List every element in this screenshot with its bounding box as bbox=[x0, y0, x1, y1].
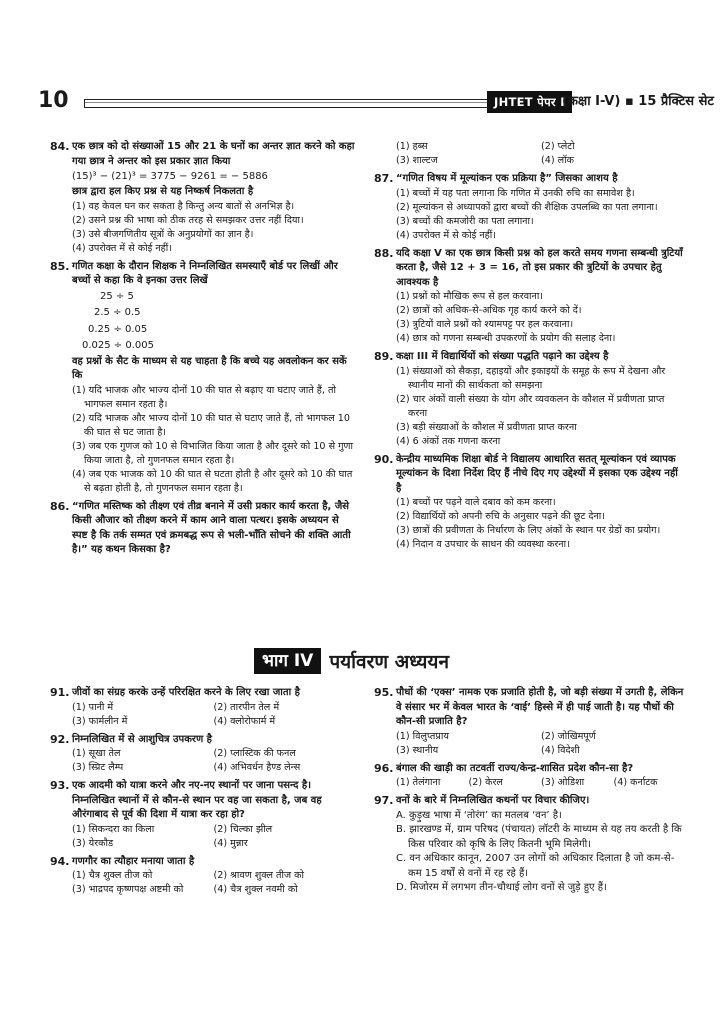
question-text: गणित कक्षा के दौरान शिक्षक ने निम्नलिखित समस्याएँ बोर्ड पर लिखीं और बच्चों से कहा कि वे इनका उत्तर लिखें bbox=[72, 260, 338, 286]
exam-tag: JHTET पेपर I bbox=[487, 91, 572, 113]
option[interactable]: (1) विलुप्तप्राय bbox=[396, 730, 449, 742]
option[interactable]: (4) उपरोक्त में से कोई नहीं। bbox=[396, 229, 496, 241]
question-87: 87. “गणित विषय में मूल्यांकन एक प्रक्रिया है” जिसका आशय है (1) बच्चों में यह पता लगाना कि गणित में उनकी रुचि का समावेश है। (2) मूल्यांकन से अध्यापकों द्वारा बच्चों की शैक्षिक उपलब्धि का पता लगाना। (3) बच्चों की कमजोरी का पता लगाना। (4) उपरोक्त में से कोई नहीं। bbox=[374, 172, 686, 243]
option[interactable]: (4) कर्नाटक bbox=[613, 777, 658, 788]
question-95: 95. पौधों की ‘एक्स’ नामक एक प्रजाति होती है, जो बड़ी संख्या में उगती है, लेकिन वे संसार भर में केवल भारत के ‘वाई’ हिस्से में ही पाई जाती है। यह पौधों की कौन-सी प्रजाति है? (1) विलुप्तप्राय (2) जोखिमपूर्ण (3) स्थानीय (4) विदेशी bbox=[374, 686, 686, 758]
statement: C. वन अधिकार कानून, 2007 उन लोगों को अधिकार दिलाता है जो कम-से-कम 15 वर्षों से वनों में रह रहे हैं। bbox=[396, 853, 675, 879]
section-part: भाग IV bbox=[254, 648, 321, 674]
option[interactable]: (3) भाद्रपद कृष्णपक्ष अष्टमी को bbox=[72, 884, 184, 895]
question-84: 84. एक छात्र को दो संख्याओं 15 और 21 के घनों का अन्तर ज्ञात करने को कहा गया छात्र ने अन्तर को इस प्रकार ज्ञात किया (15)³ − (21)³ = 3775 − 9261 = − 5886 छात्र द्वारा हल किए प्रश्न से यह निष्कर्ष निकलता है (1) वह केवल घन कर सकता है किन्तु अन्य बातों से अनभिज्ञ है। (2) उसने प्रश्न की भाषा को ठीक तरह से समझकर उत्तर नहीं दिया। (3) उसे बीजगणितीय सूत्रों के अनुप्रयोगों का ज्ञान है। (4) उपरोक्त में से कोई नहीं। bbox=[50, 140, 355, 254]
header-title: (कक्षा I-V) ▪ 15 प्रैक्टिस सेट bbox=[562, 94, 714, 109]
option[interactable]: (2) उसने प्रश्न की भाषा को ठीक तरह से समझकर उत्तर नहीं दिया। bbox=[72, 214, 304, 226]
question-90: 90. केन्द्रीय माध्यमिक शिक्षा बोर्ड ने विद्यालय आधारित सतत् मूल्यांकन एवं व्यापक मूल्यांकन के दिशा निर्देश दिए हैं नीचे दिए गए उद्देश्यों में इसका एक उद्देश्य नहीं है (1) बच्चों पर पढ़ने वाले दबाव को कम करना। (2) विद्यार्थियों को अपनी रुचि के अनुसार पढ़ने की छूट देना। (3) छात्रों की प्रवीणता के निर्धारण के लिए अंकों के स्थान पर ग्रेडों का प्रयोग। (4) निदान व उपचार के साधन की व्यवस्था करना। bbox=[374, 453, 686, 553]
option[interactable]: (4) 6 अंकों तक गणना करना bbox=[396, 435, 501, 447]
option[interactable]: (3) त्रुटियों वाले प्रश्नों को श्यामपट्ट पर हल करवाना। bbox=[396, 319, 574, 330]
question-91: 91. जीवों का संग्रह करके उन्हें परिरक्षित करने के लिए रखा जाता है (1) पानी में (2) तारपीन तेल में (3) फार्मलीन में (4) क्लोरोफार्म में bbox=[50, 686, 355, 729]
option[interactable]: (2) चिल्का झील bbox=[213, 823, 273, 835]
option[interactable]: (2) जोखिमपूर्ण bbox=[541, 730, 596, 742]
option[interactable]: (3) स्थानीय bbox=[396, 744, 439, 756]
option[interactable]: (3) उसे बीजगणितीय सूत्रों के अनुप्रयोगों का ज्ञान है। bbox=[72, 228, 254, 240]
question-text: पौधों की ‘एक्स’ नामक एक प्रजाति होती है, जो बड़ी संख्या में उगती है, लेकिन वे संसार भर में केवल भारत के ‘वाई’ हिस्से में ही पाई जाती है। यह पौधों की कौन-सी प्रजाति है? bbox=[396, 687, 684, 727]
option[interactable]: (1) तेलंगाना bbox=[396, 777, 441, 788]
question-text: एक आदमी को यात्रा करने और नए-नए स्थानों पर जाना पसन्द है। निम्नलिखित स्थानों में से कौन-से स्थान पर वह जा सकता है, जब वह औरंगाबाद से पूर्व की दिशा में यात्रा कर रहा हो? bbox=[72, 780, 322, 820]
option[interactable]: (1) संख्याओं को सैकड़ा, दहाइयों और इकाइयों के समूह के रूप में देखना और स्थानीय मानों की सार्थकता को समझना bbox=[396, 365, 666, 391]
option[interactable]: (2) चार अंकों वाली संख्या के योग और व्यवकलन के कौशल में प्रवीणता प्राप्त करना bbox=[396, 393, 665, 419]
option[interactable]: (4) मुन्नार bbox=[213, 837, 248, 849]
option[interactable]: (1) बच्चों में यह पता लगाना कि गणित में उनकी रुचि का समावेश है। bbox=[396, 187, 635, 199]
question-text: वह प्रश्नों के सैट के माध्यम से यह चाहता है कि बच्चे यह अवलोकन कर सकें कि bbox=[72, 355, 347, 381]
question-text: गणगौर का त्यौहार मनाया जाता है bbox=[72, 855, 195, 867]
option[interactable]: (3) जब एक गुणज को 10 से विभाजित किया जाता है और दूसरे को 10 से गुणा किया जाता है, तो गुणनफल समान रहता है। bbox=[72, 440, 353, 466]
option[interactable]: (4) छात्र को गणना सम्बन्धी उपकरणों के प्रयोग की सलाह देना। bbox=[396, 333, 616, 344]
option[interactable]: (1) हब्स bbox=[396, 141, 428, 152]
option[interactable]: (3) ओडिशा bbox=[541, 777, 585, 788]
option[interactable]: (4) जब एक भाजक को 10 की घात से घटता होती है और दूसरे को 10 की घात से बढ़ता होती है, तो गुणनफल समान रहता है। bbox=[72, 468, 353, 494]
option[interactable]: (3) छात्रों की प्रवीणता के निर्धारण के लिए अंकों के स्थान पर ग्रेडों का प्रयोग। bbox=[396, 525, 661, 536]
option[interactable]: (4) उपरोक्त में से कोई नहीं। bbox=[72, 242, 172, 254]
question-text: कक्षा III में विद्यार्थियों को संख्या पद्धति पढ़ाने का उद्देश्य है bbox=[396, 351, 609, 362]
option[interactable]: (3) स्प्रिट लैम्प bbox=[72, 762, 124, 773]
lower-left-column bbox=[50, 686, 355, 901]
question-97: 97. वनों के बारे में निम्नलिखित कथनों पर विचार कीजिए। A. कुड़ुख भाषा में ‘तोरंग’ का मतलब ‘वन’ है। B. झारखण्ड में, ग्राम परिषद (पंचायत) लॉटरी के माध्यम से यह तय करती है कि किस परिवार को कृषि के लिए कितनी भूमि मिलेगी। C. वन अधिकार कानून, 2007 उन लोगों को अधिकार दिलाता है जो कम-से-कम 15 वर्षों से वनों में रह रहे हैं। D. मिजोरम में लगभग तीन-चौथाई लोग वनों से जुड़े हुए हैं। bbox=[374, 794, 686, 896]
header-rule bbox=[84, 99, 487, 108]
question-text: केन्द्रीय माध्यमिक शिक्षा बोर्ड ने विद्यालय आधारित सतत् मूल्यांकन एवं व्यापक मूल्यांकन के दिशा निर्देश दिए हैं नीचे दिए गए उद्देश्यों में इसका एक उद्देश्य नहीं है bbox=[396, 453, 678, 494]
question-text: “गणित मस्तिष्क को तीक्ष्ण एवं तीव्र बनाने में उसी प्रकार कार्य करता है, जैसे किसी औजार को तीक्ष्ण करने में काम आने वाला पत्थर। इसके अध्ययन से स्पष्ट है कि तर्क सम्मत एवं क्रमबद्ध रूप से भली-भाँति सोचने की शक्ति आती है।” यह कथन किसका है? bbox=[72, 500, 351, 555]
question-89: 89. कक्षा III में विद्यार्थियों को संख्या पद्धति पढ़ाने का उद्देश्य है (1) संख्याओं को सैकड़ा, दहाइयों और इकाइयों के समूह के रूप में देखना और स्थानीय मानों की सार्थकता को समझना (2) चार अंकों वाली संख्या के योग और व्यवकलन के कौशल में प्रवीणता प्राप्त करना (3) बड़ी संख्याओं के कौशल में प्रवीणता प्राप्त करना (4) 6 अंकों तक गणना करना bbox=[374, 350, 686, 449]
option[interactable]: (4) विदेशी bbox=[541, 744, 580, 756]
option[interactable]: (3) शाल्टज bbox=[396, 155, 438, 166]
option[interactable]: (1) वह केवल घन कर सकता है किन्तु अन्य बातों से अनभिज्ञ है। bbox=[72, 200, 295, 212]
option[interactable]: (1) प्रश्नों को मौखिक रूप से हल करवाना। bbox=[396, 291, 543, 302]
question-96: 96. बंगाल की खाड़ी का तटवर्ती राज्य/केन्द्र-शासित प्रदेश कौन-सा है? (1) तेलंगाना (2) केरल (3) ओडिशा (4) कर्नाटक bbox=[374, 762, 686, 791]
problem-line: 25 ÷ 5 bbox=[100, 290, 134, 302]
question-94: 94. गणगौर का त्यौहार मनाया जाता है (1) चैत्र शुक्ल तीज को (2) श्रावण शुक्ल तीज को (3) भाद्रपद कृष्णपक्ष अष्टमी को (4) चैत्र शुक्ल नवमी को bbox=[50, 855, 355, 898]
option[interactable]: (2) छात्रों को अधिक-से-अधिक गृह कार्य करने को दें। bbox=[396, 305, 582, 316]
question-92: 92. निम्नलिखित में से आशुचित्र उपकरण है (1) सूखा तेल (2) प्लास्टिक की फनल (3) स्प्रिट लैम्प (4) अभिवर्धन हैण्ड लेन्स bbox=[50, 733, 355, 776]
left-column bbox=[50, 140, 355, 562]
option[interactable]: (2) मूल्यांकन से अध्यापकों द्वारा बच्चों की शैक्षिक उपलब्धि का पता लगाना। bbox=[396, 201, 658, 213]
option[interactable]: (1) सूखा तेल bbox=[72, 748, 121, 759]
section-title: पर्यावरण अध्ययन bbox=[329, 651, 449, 673]
option[interactable]: (3) बच्चों की कमजोरी का पता लगाना। bbox=[396, 215, 534, 227]
option[interactable]: (2) प्लास्टिक की फनल bbox=[213, 748, 296, 759]
option[interactable]: (2) प्लेटो bbox=[541, 141, 575, 152]
page-number: 10 bbox=[38, 88, 69, 113]
statement: D. मिजोरम में लगभग तीन-चौथाई लोग वनों से जुड़े हुए हैं। bbox=[396, 882, 607, 893]
question-86-options bbox=[374, 140, 686, 168]
option[interactable]: (3) फार्मलीन में bbox=[72, 715, 128, 727]
statement: B. झारखण्ड में, ग्राम परिषद (पंचायत) लॉटरी के माध्यम से यह तय करती है कि किस परिवार को कृषि के लिए कितनी भूमि मिलेगी। bbox=[396, 824, 682, 850]
question-88: 88. यदि कक्षा V का एक छात्र किसी प्रश्न को हल करते समय गणना सम्बन्धी त्रुटियाँ करता है, जैसे 12 + 3 = 16, तो इस प्रकार की त्रुटियों के उपचार हेतु आवश्यक है (1) प्रश्नों को मौखिक रूप से हल करवाना। (2) छात्रों को अधिक-से-अधिक गृह कार्य करने को दें। (3) त्रुटियों वाले प्रश्नों को श्यामपट्ट पर हल करवाना। (4) छात्र को गणना सम्बन्धी उपकरणों के प्रयोग की सलाह देना। bbox=[374, 247, 686, 347]
option[interactable]: (4) चैत्र शुक्ल नवमी को bbox=[213, 884, 298, 895]
option[interactable]: (2) यदि भाजक और भाज्य दोनों 10 की घात से घटाए जाते हैं, तो भागफल 10 की घात से घट जाता है। bbox=[72, 412, 350, 438]
question-text: जीवों का संग्रह करके उन्हें परिरक्षित करने के लिए रखा जाता है bbox=[72, 687, 300, 698]
statement: A. कुड़ुख भाषा में ‘तोरंग’ का मतलब ‘वन’ है। bbox=[396, 809, 562, 821]
question-text: “गणित विषय में मूल्यांकन एक प्रक्रिया है” जिसका आशय है bbox=[396, 173, 618, 184]
option[interactable]: (1) पानी में bbox=[72, 701, 114, 713]
option[interactable]: (4) निदान व उपचार के साधन की व्यवस्था करना। bbox=[396, 539, 570, 550]
problem-list bbox=[72, 289, 355, 355]
question-93: 93. एक आदमी को यात्रा करने और नए-नए स्थानों पर जाना पसन्द है। निम्नलिखित स्थानों में से कौन-से स्थान पर वह जा सकता है, जब वह औरंगाबाद से पूर्व की दिशा में यात्रा कर रहा हो? (1) सिकन्दरा का किला (2) चिल्का झील (3) येरकौड (4) मुन्नार bbox=[50, 779, 355, 851]
question-text: एक छात्र को दो संख्याओं 15 और 21 के घनों का अन्तर ज्ञात करने को कहा गया छात्र ने अन्तर को इस प्रकार ज्ञात किया bbox=[72, 141, 355, 167]
page-header bbox=[38, 88, 714, 116]
option[interactable]: (3) बड़ी संख्याओं के कौशल में प्रवीणता प्राप्त करना bbox=[396, 421, 577, 433]
problem-line: 0.025 ÷ 0.005 bbox=[82, 340, 154, 351]
option[interactable]: (1) बच्चों पर पढ़ने वाले दबाव को कम करना। bbox=[396, 497, 556, 508]
problem-line: 0.25 ÷ 0.05 bbox=[88, 323, 148, 335]
option[interactable]: (1) सिकन्दरा का किला bbox=[72, 823, 155, 835]
option[interactable]: (2) केरल bbox=[468, 777, 503, 788]
question-text: यदि कक्षा V का एक छात्र किसी प्रश्न को हल करते समय गणना सम्बन्धी त्रुटियाँ करता है, जैसे 12 + 3 = 16, तो इस प्रकार की त्रुटियों के उपचार हेतु आवश्यक है bbox=[396, 247, 683, 288]
option[interactable]: (2) श्रावण शुक्ल तीज को bbox=[213, 870, 305, 881]
option[interactable]: (3) येरकौड bbox=[72, 837, 114, 849]
option[interactable]: (1) चैत्र शुक्ल तीज को bbox=[72, 870, 153, 881]
question-text: छात्र द्वारा हल किए प्रश्न से यह निष्कर्ष निकलता है bbox=[72, 186, 254, 197]
section-heading bbox=[254, 648, 449, 674]
option[interactable]: (2) तारपीन तेल में bbox=[213, 701, 280, 713]
right-column bbox=[374, 140, 686, 556]
problem-line: 2.5 ÷ 0.5 bbox=[94, 307, 141, 318]
formula: (15)³ − (21)³ = 3775 − 9261 = − 5886 bbox=[72, 171, 268, 182]
option[interactable]: (4) लॉक bbox=[541, 155, 574, 166]
option[interactable]: (1) यदि भाजक और भाज्य दोनों 10 की घात से बढ़ाए या घटाए जाते हैं, तो भागफल समान रहता है। bbox=[72, 384, 336, 410]
option[interactable]: (2) विद्यार्थियों को अपनी रुचि के अनुसार पढ़ने की छूट देना। bbox=[396, 511, 605, 522]
question-text: वनों के बारे में निम्नलिखित कथनों पर विचार कीजिए। bbox=[396, 795, 590, 806]
question-86: 86. “गणित मस्तिष्क को तीक्ष्ण एवं तीव्र बनाने में उसी प्रकार कार्य करता है, जैसे किसी औजार को तीक्ष्ण करने में काम आने वाला पत्थर। इसके अध्ययन से स्पष्ट है कि तर्क सम्मत एवं क्रमबद्ध रूप से भली-भाँति सोचने की शक्ति आती है।” यह कथन किसका है? bbox=[50, 500, 355, 558]
question-text: बंगाल की खाड़ी का तटवर्ती राज्य/केन्द्र-शासित प्रदेश कौन-सा है? bbox=[396, 762, 634, 774]
option[interactable]: (4) क्लोरोफार्म में bbox=[213, 715, 276, 727]
lower-right-column bbox=[374, 686, 686, 900]
question-text: निम्नलिखित में से आशुचित्र उपकरण है bbox=[72, 733, 212, 745]
option[interactable]: (4) अभिवर्धन हैण्ड लेन्स bbox=[213, 762, 301, 773]
question-85: 85. गणित कक्षा के दौरान शिक्षक ने निम्नलिखित समस्याएँ बोर्ड पर लिखीं और बच्चों से कहा कि वे इनका उत्तर लिखें 25 ÷ 5 2.5 ÷ 0.5 0.25 ÷ 0.05 0.025 ÷ 0.005 वह प्रश्नों के सैट के माध्यम से यह चाहता है कि बच्चे यह अवलोकन कर सकें कि (1) यदि भाजक और भाज्य दोनों 10 की घात से बढ़ाए या घटाए जाते हैं, तो भागफल समान रहता है। (2) यदि भाजक और भाज्य दोनों 10 की घात से घटाए जाते हैं, तो भागफल 10 की घात से घट जाता है। (3) जब एक गुणज को 10 से विभाजित किया जाता है और दूसरे को 10 से गुणा किया जाता है, तो गुणनफल समान रहता है। (4) जब एक भाजक को 10 की घात से घटता होती है और दूसरे को 10 की घात से बढ़ता होती है, तो गुणनफल समान रहता है। bbox=[50, 260, 355, 496]
